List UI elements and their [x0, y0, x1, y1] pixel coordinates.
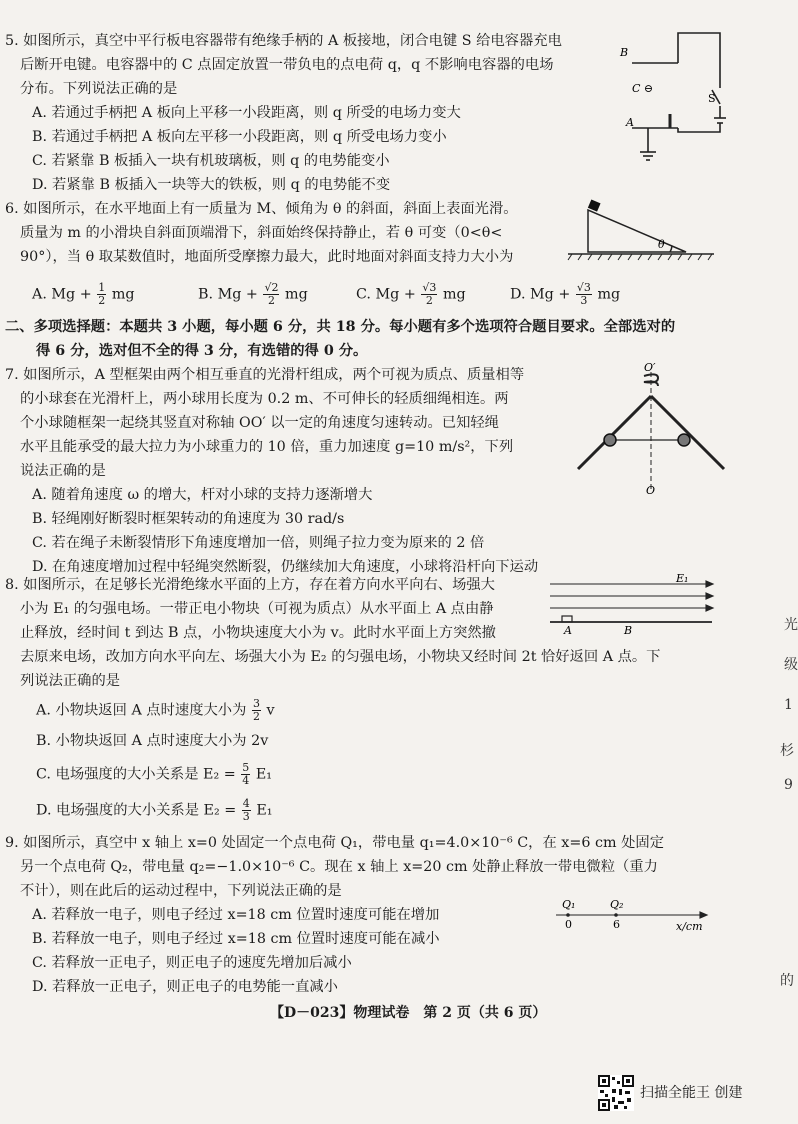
label-o-prime: O′: [644, 361, 656, 374]
page-footer: 【D－023】物理试卷 第 2 页（共 6 页）: [270, 1005, 547, 1021]
section2-heading-line2: 得 6 分，选对但不全的得 3 分，有选错的得 0 分。: [36, 343, 368, 359]
ball-left: [604, 434, 616, 446]
q7-aframe-figure: [574, 362, 734, 508]
q6-stem-line2: 质量为 m 的小滑块自斜面顶端滑下，斜面始终保持静止，若 θ 可变（0<θ<: [20, 225, 503, 241]
edge-char-2: 级: [784, 657, 798, 673]
q8-option-a: A. 小物块返回 A 点时速度大小为 $\frac{3}{2}$ v: [36, 697, 275, 723]
q6-incline-figure: [566, 196, 716, 264]
rod-right: [651, 396, 724, 469]
q9-option-d: D. 若释放一正电子，则正电子的电势能一直减小: [32, 979, 338, 995]
label-o: O: [646, 484, 656, 497]
q6-option-d: D. Mg + $\frac{√3}{3}$ mg: [510, 281, 621, 307]
q8-stem-line4: 去原来电场，改加方向水平向左、场强大小为 E₂ 的匀强电场，小物块又经时间 2t 恰好返回 A 点。下: [20, 649, 661, 665]
q5-option-a: A. 若通过手柄把 A 板向上平移一小段距离，则 q 所受的电场力变大: [32, 105, 461, 121]
q8-stem-line2: 小为 E₁ 的匀强电场。一带正电小物块（可视为质点）从水平面上 A 点由静: [20, 601, 494, 617]
q5-stem-line2: 后断开电键。电容器中的 C 点固定放置一带负电的点电荷 q，q 不影响电容器的电场: [20, 57, 554, 73]
rod-left: [578, 396, 651, 469]
q7-option-a: A. 随着角速度 ω 的增大，杆对小球的支持力逐渐增大: [32, 487, 373, 503]
charge-q1: [566, 913, 570, 917]
q6-stem-line1: 6. 如图所示，在水平地面上有一质量为 M、倾角为 θ 的斜面，斜面上表面光滑。: [5, 201, 518, 217]
q8-stem-line5: 列说法正确的是: [20, 673, 121, 689]
axis-unit: x/cm: [676, 920, 703, 933]
block: [562, 616, 572, 622]
q7-stem-line5: 说法正确的是: [20, 463, 106, 479]
label-theta: θ: [658, 238, 665, 251]
section2-heading-line1: 二、多项选择题：本题共 3 小题，每小题 6 分，共 18 分。每小题有多个选项符合题目要求。全部选对的: [5, 319, 676, 335]
label-a: A: [626, 116, 634, 129]
q5-stem-line3: 分布。下列说法正确的是: [20, 81, 178, 97]
q5-capacitor-figure: [618, 28, 730, 168]
q9-option-a: A. 若释放一电子，则电子经过 x=18 cm 位置时速度可能在增加: [32, 907, 440, 923]
q9-stem-line3: 不计），则在此后的运动过程中，下列说法正确的是: [20, 883, 342, 899]
q7-stem-line4: 水平且能承受的最大拉力为小球重力的 10 倍，重力加速度 g=10 m/s²，下列: [20, 439, 514, 455]
q9-option-b: B. 若释放一电子，则电子经过 x=18 cm 位置时速度可能在减小: [32, 931, 440, 947]
edge-char-1: 光: [784, 617, 798, 633]
q8-stem-line1: 8. 如图所示，在足够长光滑绝缘水平面的上方，存在着方向水平向右、场强大: [5, 577, 495, 593]
q6-option-c: C. Mg + $\frac{√3}{2}$ mg: [356, 281, 466, 307]
q6-stem-line3: 90°），当 θ 取某数值时，地面所受摩擦力最大，此时地面对斜面支持力大小为: [20, 249, 514, 265]
slider-block: [588, 199, 601, 211]
q7-stem-line2: 的小球套在光滑杆上，两小球用长度为 0.2 m、不可伸长的轻质细绳相连。两: [20, 391, 509, 407]
incline: [588, 210, 686, 252]
scanner-watermark: 扫描全能王 创建: [640, 1085, 743, 1101]
q8-option-b: B. 小物块返回 A 点时速度大小为 2v: [36, 733, 269, 749]
edge-char-6: 的: [780, 973, 794, 989]
ball-right: [678, 434, 690, 446]
edge-char-4: 杉: [780, 743, 794, 759]
label-b: B: [624, 624, 633, 637]
q9-axis-figure: [552, 896, 712, 938]
q5-stem-line1: 5. 如图所示，真空中平行板电容器带有绝缘手柄的 A 板接地，闭合电键 S 给电容器充电: [5, 33, 562, 49]
tick-0: 0: [565, 918, 572, 931]
edge-char-3: 1: [784, 697, 793, 713]
q6-option-a: A. Mg + $\frac{1}{2}$ mg: [32, 281, 135, 307]
q7-stem-line3: 个小球随框架一起绕其竖直对称轴 OO′ 以一定的角速度匀速转动。已知轻绳: [20, 415, 499, 431]
q9-stem-line2: 另一个点电荷 Q₂，带电量 q₂=−1.0×10⁻⁶ C。现在 x 轴上 x=20 cm 处静止释放一带电微粒（重力: [20, 859, 658, 875]
q8-option-c: C. 电场强度的大小关系是 E₂ = $\frac{5}{4}$ E₁: [36, 761, 272, 787]
q8-field-figure: [546, 574, 714, 638]
q5-option-b: B. 若通过手柄把 A 板向左平移一小段距离，则 q 所受电场力变小: [32, 129, 447, 145]
label-c: C ⊖: [632, 82, 654, 95]
q8-stem-line3: 止释放，经时间 t 到达 B 点，小物块速度大小为 v。此时水平面上方突然撤: [20, 625, 496, 641]
label-q2: Q₂: [610, 898, 624, 911]
q6-option-b: B. Mg + $\frac{√2}{2}$ mg: [198, 281, 308, 307]
q7-option-c: C. 若在绳子未断裂情形下角速度增加一倍，则绳子拉力变为原来的 2 倍: [32, 535, 485, 551]
qr-code-icon: [598, 1075, 634, 1111]
label-e1: E₁: [676, 572, 689, 585]
q5-option-c: C. 若紧靠 B 板插入一块有机玻璃板，则 q 的电势能变小: [32, 153, 390, 169]
q7-option-b: B. 轻绳刚好断裂时框架转动的角速度为 30 rad/s: [32, 511, 345, 527]
q7-stem-line1: 7. 如图所示，A 型框架由两个相互垂直的光滑杆组成，两个可视为质点、质量相等: [5, 367, 525, 383]
label-a: A: [564, 624, 572, 637]
q7-option-d: D. 在角速度增加过程中轻绳突然断裂，仍继续加大角速度，小球将沿杆向下运动: [32, 559, 539, 575]
label-q1: Q₁: [562, 898, 576, 911]
q9-stem-line1: 9. 如图所示，真空中 x 轴上 x=0 处固定一个点电荷 Q₁，带电量 q₁=4.0×10⁻⁶ C，在 x=6 cm 处固定: [5, 835, 664, 851]
label-s: S: [708, 92, 716, 105]
q9-option-c: C. 若释放一正电子，则正电子的速度先增加后减小: [32, 955, 352, 971]
label-b: B: [620, 46, 629, 59]
q8-option-d: D. 电场强度的大小关系是 E₂ = $\frac{4}{3}$ E₁: [36, 797, 273, 823]
tick-6: 6: [613, 918, 620, 931]
edge-char-5: 9: [784, 777, 793, 793]
q5-option-d: D. 若紧靠 B 板插入一块等大的铁板，则 q 的电势能不变: [32, 177, 391, 193]
charge-q2: [614, 913, 618, 917]
